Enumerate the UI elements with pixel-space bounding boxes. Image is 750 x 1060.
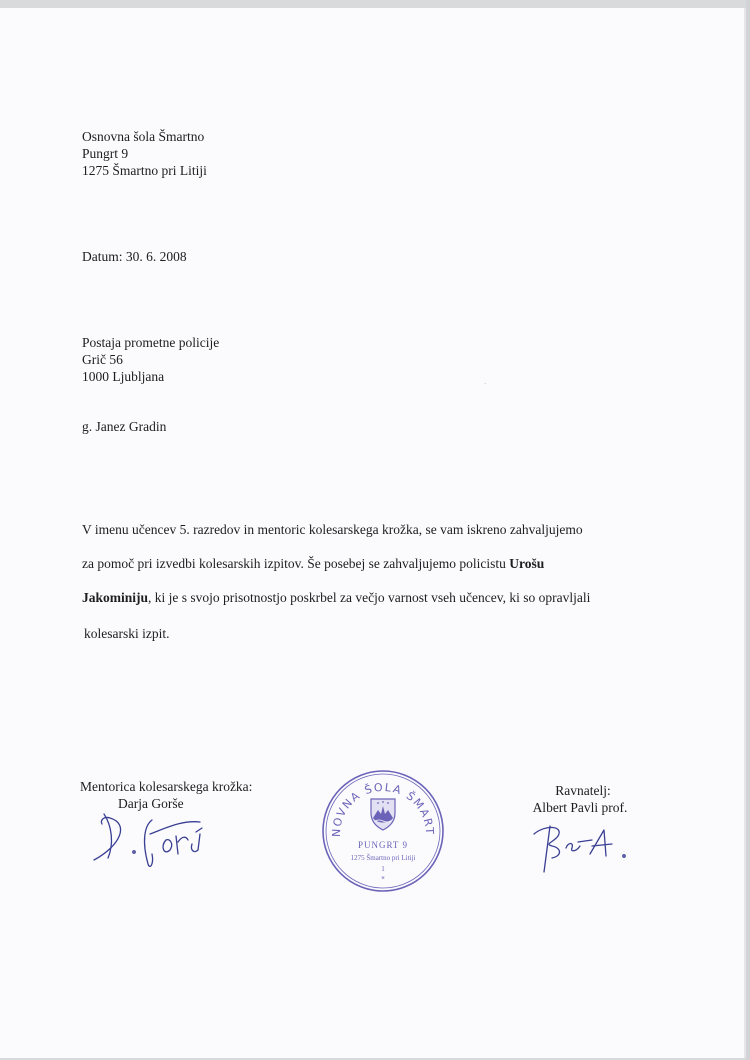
recipient-address	[82, 334, 219, 385]
recipient-city: 1000 Ljubljana	[82, 369, 165, 384]
seal-arc-textpath: NOVNA ŠOLA ŠMART	[329, 780, 437, 838]
slovenia-coat-of-arms-icon	[371, 799, 395, 830]
mentor-name: Darja Gorše	[118, 796, 184, 811]
body-line-3-text: , ki je s svojo prisotnostjo poskrbel za večjo varnost vseh učencev, ki so opravljali	[148, 590, 591, 605]
sender-school: Osnovna šola Šmartno	[82, 129, 205, 144]
seal-graphic	[320, 768, 446, 894]
scan-edge	[746, 0, 750, 1060]
seal-address: PUNGRT 9	[357, 840, 409, 850]
mentor-title: Mentorica kolesarskega krožka:	[80, 779, 253, 794]
seal-number: 1	[381, 865, 385, 873]
body-line-3	[82, 590, 590, 606]
principal-name: Albert Pavli prof.	[532, 800, 628, 815]
principal-signature	[526, 820, 646, 876]
recipient-street: Grič 56	[82, 352, 123, 367]
sender-address	[82, 128, 207, 179]
principal-signature-block	[520, 782, 640, 816]
officer-last-name: Jakominiju	[82, 590, 149, 605]
recipient-office: Postaja prometne policije	[82, 335, 220, 350]
mentor-signature	[90, 806, 240, 874]
letter-page	[0, 8, 746, 1058]
school-seal	[320, 768, 446, 894]
letter-date: Datum: 30. 6. 2008	[82, 249, 187, 264]
sender-street: Pungrt 9	[82, 146, 129, 161]
body-line-2	[82, 556, 544, 572]
seal-city: 1275 Šmartno pri Litiji	[350, 854, 416, 862]
seal-star: *	[381, 875, 385, 883]
principal-title: Ravnatelj:	[555, 783, 611, 798]
body-line-4: kolesarski izpit.	[84, 626, 170, 641]
scan-speck: ·	[484, 380, 487, 388]
body-line-2-text: za pomoč pri izvedbi kolesarskih izpitov. Še posebej se zahvaljujemo policistu	[82, 556, 510, 571]
sender-city: 1275 Šmartno pri Litiji	[82, 163, 207, 178]
recipient-person: g. Janez Gradin	[82, 419, 167, 434]
officer-first-name: Urošu	[509, 556, 545, 571]
body-line-1: V imenu učencev 5. razredov in mentoric kolesarskega krožka, se vam iskreno zahvaljujemo	[82, 522, 583, 537]
